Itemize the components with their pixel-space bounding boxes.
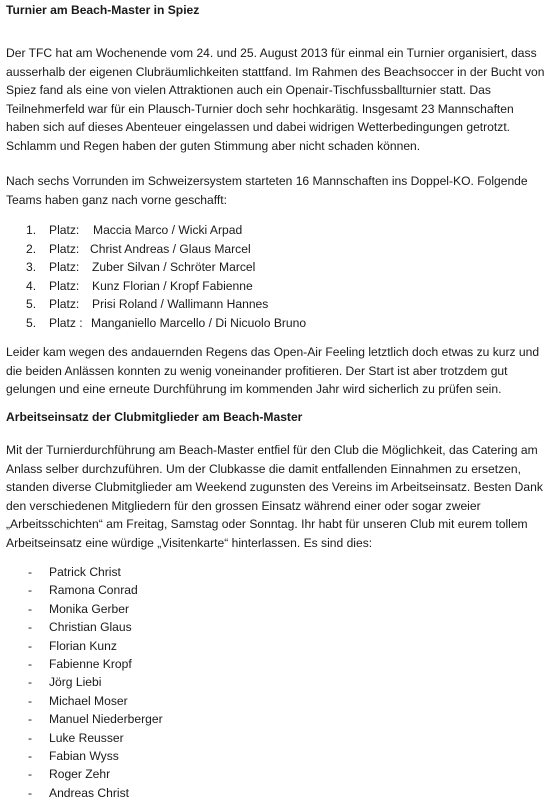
member-item: - Michael Moser (28, 693, 128, 708)
ranking-item: 3. Platz: Zuber Silvan / Schröter Marcel (26, 260, 256, 274)
ranking-item: 2. Platz: Christ Andreas / Glaus Marcel (26, 241, 251, 256)
ranking-item: 5. Platz: Prisi Roland / Wallimann Hannes (26, 297, 269, 311)
tournament-closing-paragraph: Leider kam wegen des andauernden Regens das Open-Air Feeling letztlich doch etwas zu kurz und die beiden Anlässen konnten zu wenig voneinander profitieren. Der Start ist aber trotzdem gut gelungen und eine erneute Durchführung im kommenden Jahr wird sicherlich zu prüfen sein. (6, 345, 540, 397)
tournament-intro-paragraph: Der TFC hat am Wochenende vom 24. und 25. August 2013 für einmal ein Turnier organisiert, dass ausserhalb der eigenen Clubräumlichkeiten stattfand. Im Rahmen des Beachsoccer in der Bucht von Spiez fand als eine von vielen Attraktionen auch ein Openair-Tischfussballturnier statt. Das Teilnehmerfeld war für ein Plausch-Turnier doch sehr hochkarätig. Insgesamt 23 Mannschaften haben sich auf dieses Abenteuer eingelassen und dabei widrigen Wetterbedingungen getrotzt. Schlamm und Regen haben der guten Stimmung aber nicht schaden können. (6, 46, 545, 153)
member-item: - Jörg Liebi (28, 675, 102, 690)
member-item: - Florian Kunz (28, 638, 117, 653)
member-item: - Monika Gerber (28, 601, 129, 616)
member-item: - Andreas Christ (28, 785, 129, 800)
rankings-list (6, 221, 550, 332)
ranking-item: 1. Platz: Maccia Marco / Wicki Arpad (26, 223, 243, 237)
member-item: - Ramona Conrad (28, 583, 138, 598)
section-title-tournament: Turnier am Beach-Master in Spiez (6, 3, 200, 17)
members-list (6, 563, 550, 802)
member-item: - Fabienne Kropf (28, 656, 132, 671)
work-assignment-paragraph: Mit der Turnierdurchführung am Beach-Master entfiel für den Club die Möglichkeit, das Catering am Anlass selber durchzuführen. Um der Clubkasse die damit entfallenden Einnahmen zu ersetzen, standen diverse Clubmitglieder am Weekend zugunsten des Vereins im Arbeitseinsatz. Besten Dank den verschiedenen Mitgliedern für den grossen Einsatz während einer oder sogar zweier „Arbeitsschichten“ am Freitag, Samstag oder Sonntag. Ihr habt für unseren Club mit eurem tollem Arbeitseinsatz eine würdige „Visitenkarte“ hinterlassen. Es sind dies: (6, 443, 543, 550)
knockout-lead-paragraph: Nach sechs Vorrunden im Schweizersystem starteten 16 Mannschaften ins Doppel-KO. Folgende Teams haben ganz nach vorne geschafft: (6, 174, 528, 207)
section-title-work-assignment: Arbeitseinsatz der Clubmitglieder am Beach-Master (6, 410, 303, 424)
member-item: - Fabian Wyss (28, 748, 119, 763)
member-item: - Luke Reusser (28, 730, 124, 745)
member-item: - Christian Glaus (28, 620, 132, 635)
member-item: - Patrick Christ (28, 565, 121, 579)
member-item: - Manuel Niederberger (28, 712, 163, 727)
ranking-item: 4. Platz: Kunz Florian / Kropf Fabienne (26, 278, 253, 293)
ranking-item: 5. Platz : Manganiello Marcello / Di Nicuolo Bruno (26, 315, 307, 330)
member-item: - Roger Zehr (28, 767, 111, 782)
